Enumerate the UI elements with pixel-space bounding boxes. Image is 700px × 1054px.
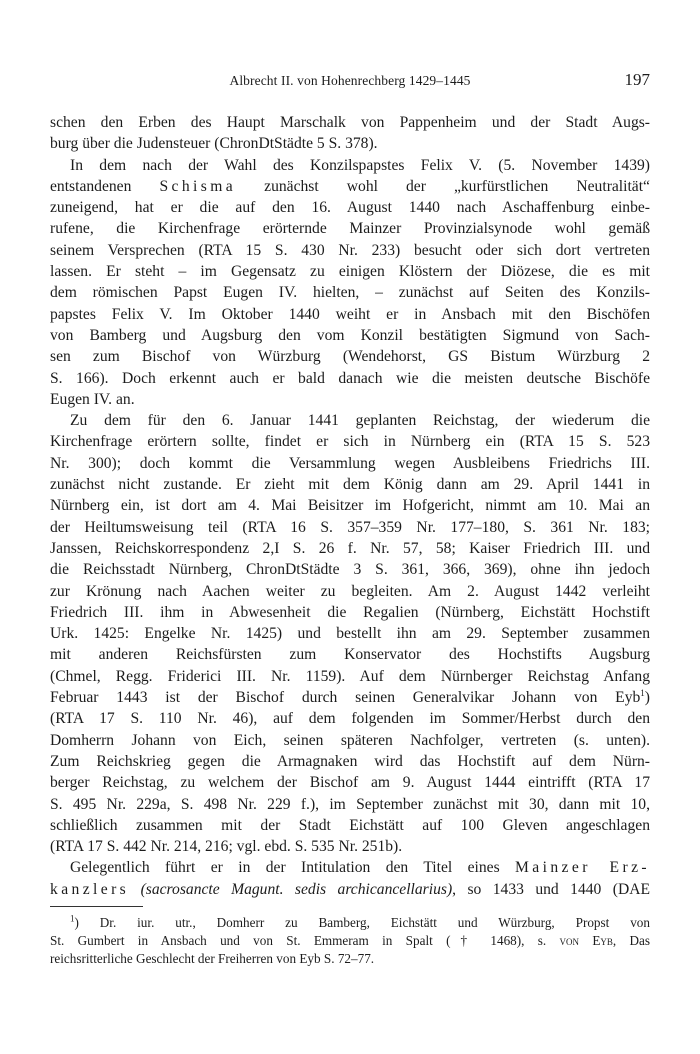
footnote-ref: 1: [640, 687, 645, 698]
latin-quote: (sacrosancte Magunt. sedis archicancellarius): [140, 880, 453, 898]
text-line: seinem Versprechen (RTA 15 S. 430 Nr. 233) besucht oder sich dort vertreten: [50, 241, 650, 259]
text-line: Janssen, Reichskorrespondenz 2,I S. 26 f. Nr. 57, 58; Kaiser Friedrich III. und: [50, 539, 650, 557]
spaced-term: Schisma: [159, 177, 237, 195]
text-line: schließlich zusammen mit der Stadt Eichstätt auf 100 Gleven angeschlagen: [50, 816, 650, 834]
text-line: die Reichsstadt Nürnberg, ChronDtStädte 3 S. 361, 366, 369), ohne ihn jedoch: [50, 561, 650, 579]
spaced-term: Mainzer Erz-: [515, 859, 650, 877]
text-line: berger Reichstag, zu welchem der Bischof am 9. August 1444 eintrifft (RTA 17: [50, 774, 650, 792]
text-line: Kirchenfrage erörtern sollte, findet er sich in Nürnberg ein (RTA 15 S. 523: [50, 433, 650, 451]
text-line: lassen. Er steht – im Gegensatz zu einigen Klöstern der Diözese, die es mit: [50, 263, 650, 281]
text-line: Domherrn Johann von Eich, seinen späteren Nachfolger, vertreten (s. unten).: [50, 731, 650, 749]
text-run: , so 1433 und 1440 (DAE: [452, 880, 650, 898]
footnote-marker: 1: [70, 914, 75, 924]
text-line: [50, 687, 650, 708]
text-line: zur Krönung nach Aachen weiter zu begleiten. Am 2. August 1442 verleiht: [50, 582, 650, 600]
text-line: [50, 879, 650, 900]
footnotes: [50, 914, 650, 968]
text-line: sen zum Bischof von Würzburg (Wendehorst, GS Bistum Würzburg 2: [50, 348, 650, 366]
spaced-term: kanzlers: [50, 880, 130, 898]
text-line: Eugen IV. an.: [50, 390, 135, 408]
text-line: [50, 857, 650, 878]
footnote-line: [50, 932, 650, 950]
text-run: ): [644, 689, 650, 707]
footnote-line: reichsritterliche Geschlecht der Freiherren von Eyb S. 72–77.: [50, 951, 375, 966]
body-text: [50, 112, 650, 900]
text-line: Nürnberg ein, ist dort am 4. Mai Beisitzer im Hofgericht, nimmt am 10. Mai an: [50, 497, 650, 515]
text-run: St. Gumbert in Ansbach und von St. Emmeram in Spalt († 1468), s.: [50, 933, 547, 948]
text-line: Friedrich III. ihm in Abwesenheit die Regalien (Nürnberg, Eichstätt Hochstift: [50, 603, 650, 621]
text-line: dem römischen Papst Eugen IV. hielten, – zunächst auf Seiten des Konzils-: [50, 284, 650, 302]
text-line: rufene, die Kirchenfrage erörternde Mainzer Provinzialsynode wohl gemäß: [50, 220, 650, 238]
text-run: Gelegentlich führt er in der Intitulation den Titel eines: [70, 859, 500, 877]
text-line: (RTA 17 S. 110 Nr. 46), auf dem folgenden im Sommer/Herbst durch den: [50, 710, 650, 728]
text-line: burg über die Judensteuer (ChronDtStädte 5 S. 378).: [50, 135, 378, 153]
text-line: In dem nach der Wahl des Konzilspapstes Felix V. (5. November 1439): [70, 156, 650, 174]
text-line: Zum Reichskrieg gegen die Armagnaken wird das Hochstift auf dem Nürn-: [50, 752, 650, 770]
text-line: schen den Erben des Haupt Marschalk von Pappenheim und der Stadt Augs-: [50, 114, 650, 131]
running-title: Albrecht II. von Hohenrechberg 1429–1445: [229, 73, 471, 88]
text-line: papstes Felix V. Im Oktober 1440 weiht er in Ansbach mit den Bischöfen: [50, 305, 650, 323]
text-run: Februar 1443 ist der Bischof durch seinen Generalvikar Johann von Eyb: [50, 689, 641, 707]
text-line: Zu dem für den 6. Januar 1441 geplanten Reichstag, der wiederum die: [70, 412, 650, 430]
text-line: [50, 176, 650, 197]
footnote-rule: [50, 906, 143, 907]
text-run: entstandenen: [50, 177, 132, 195]
text-line: zuneigend, hat er die auf den 16. August 1440 nach Aschaffenburg einbe-: [50, 199, 650, 217]
text-line: von Bamberg und Augsburg den vom Konzil bestätigten Sigmund von Sach-: [50, 326, 650, 344]
author-name: von Eyb: [559, 933, 613, 948]
text-run: zunächst wohl der „kurfürstlichen Neutralität“: [264, 177, 650, 195]
running-head: [50, 70, 650, 92]
text-line: S. 166). Doch erkennt auch er bald danach wie die meisten deutsche Bischöfe: [50, 369, 650, 387]
text-line: mit anderen Reichsfürsten zum Konservator des Hochstifts Augsburg: [50, 646, 650, 664]
text-line: zunächst nicht zustande. Er zieht mit dem König dann am 29. April 1441 in: [50, 476, 650, 494]
text-line: Urk. 1425: Engelke Nr. 1425) und bestellt ihn am 29. September zusammen: [50, 625, 650, 643]
page-number: 197: [624, 70, 650, 89]
text-line: (Chmel, Regg. Friderici III. Nr. 1159). Auf dem Nürnberger Reichstag Anfang: [50, 667, 650, 685]
text-line: der Heiltumsweisung teil (RTA 16 S. 357–359 Nr. 177–180, S. 361 Nr. 183;: [50, 518, 650, 536]
text-line: Nr. 300); doch kommt die Versammlung wegen Ausbleibens Friedrichs III.: [50, 454, 650, 472]
text-line: (RTA 17 S. 442 Nr. 214, 216; vgl. ebd. S. 535 Nr. 251b).: [50, 838, 403, 856]
text-run: ) Dr. iur. utr., Domherr zu Bamberg, Eichstätt und Würzburg, Propst von: [74, 915, 650, 930]
text-line: S. 495 Nr. 229a, S. 498 Nr. 229 f.), im September zunächst mit 30, dann mit 10,: [50, 795, 650, 813]
footnote-line: [50, 914, 650, 932]
text-run: , Das: [612, 933, 650, 948]
